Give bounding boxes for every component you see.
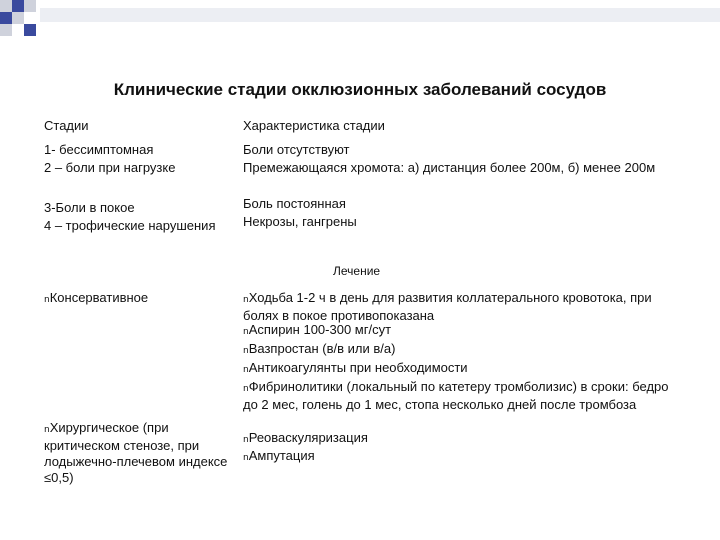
deco-square-blue-3 [24, 24, 36, 36]
treatment-right-item [243, 322, 391, 340]
treatment-surgical: Хирургическое (при критическом стенозе, при лодыжечно-плечевом индексе ≤0,5) [44, 420, 228, 485]
bullet-icon: n [243, 453, 249, 463]
treatment-right-item [243, 430, 368, 448]
treatment-right-item [243, 360, 468, 378]
treatment-conservative: Консервативное [49, 290, 149, 305]
page-title: Клинические стадии окклюзионных заболеваний сосудов [113, 80, 607, 99]
deco-square-blue-2 [0, 12, 12, 24]
stage-2-desc: Премежающаяся хромота: а) дистанция более 200м, б) менее 200м [243, 160, 656, 175]
deco-square-gray-2 [24, 0, 36, 12]
treatment-right-item [243, 448, 315, 466]
treatment-anticoagulants: Антикоагулянты при необходимости [248, 360, 468, 375]
header-characteristic: Характеристика стадии [243, 118, 385, 133]
bullet-icon: n [243, 384, 249, 394]
header-stages: Стадии [44, 118, 89, 133]
bullet-icon: n [243, 327, 249, 337]
stage-2-label: 2 – боли при нагрузке [44, 160, 176, 175]
bullet-icon: n [44, 425, 50, 435]
deco-square-gray-3 [12, 12, 24, 24]
deco-square-blue-1 [12, 0, 24, 12]
bullet-icon: n [243, 435, 249, 445]
stage-4-desc: Некрозы, гангрены [243, 214, 357, 229]
treatment-right-item [243, 341, 395, 359]
treatment-fibrinolytics: Фибринолитики (локальный по катетеру тромболизис) в сроки: бедро до 2 мес, голень до 1 мес, стопа несколько дней после тромбоза [243, 379, 669, 412]
treatment-walking: Ходьба 1-2 ч в день для развития коллатерального кровотока, при болях в покое противопоказана [243, 290, 652, 323]
bullet-icon: n [243, 295, 249, 305]
treatment-aspirin: Аспирин 100-300 мг/сут [248, 322, 392, 337]
bullet-icon: n [243, 365, 249, 375]
stage-1-label: 1- бессимптомная [44, 142, 154, 157]
treatment-heading: Лечение [333, 264, 381, 278]
deco-square-gray-1 [0, 0, 12, 12]
stage-4-label: 4 – трофические нарушения [44, 218, 216, 233]
treatment-amputation: Ампутация [248, 448, 315, 463]
treatment-vasprostan: Вазпростан (в/в или в/а) [248, 341, 396, 356]
bullet-icon: n [243, 346, 249, 356]
deco-band [40, 8, 720, 22]
treatment-revascularization: Реоваскуляризация [248, 430, 368, 445]
treatment-right-item [243, 379, 683, 413]
treatment-right-item [243, 290, 683, 324]
stage-3-desc: Боль постоянная [243, 196, 346, 211]
stage-1-desc: Боли отсутствуют [243, 142, 350, 157]
treatment-left-item [44, 420, 229, 486]
stage-3-label: 3-Боли в покое [44, 200, 135, 215]
bullet-icon: n [44, 295, 50, 305]
treatment-left-item [44, 290, 148, 308]
deco-square-gray-4 [0, 24, 12, 36]
